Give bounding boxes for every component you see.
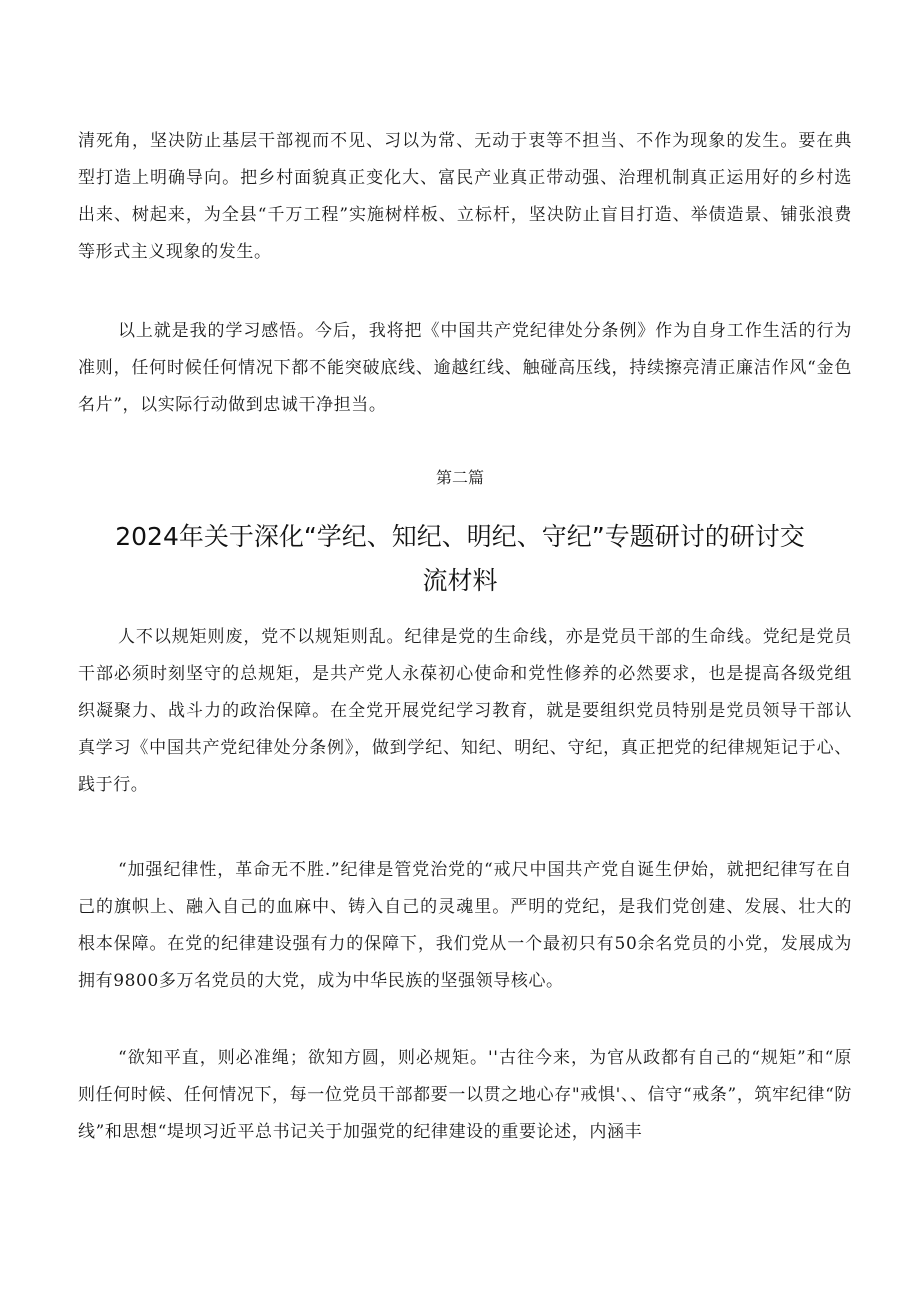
section-label: 第二篇: [435, 468, 484, 487]
document-title: 2024年关于深化“学纪、知纪、明纪、守纪”专题研讨的研讨交流材料: [115, 522, 805, 595]
body-paragraph-3: 人不以规矩则废，党不以规矩则乱。纪律是党的生命线，亦是党员干部的生命线。党纪是党员干部必须时刻坚守的总规矩，是共产党人永葆初心使命和党性修养的必然要求，也是提高各级党组织凝聚力、战斗力的政治保障。在全党开展党纪学习教育，就是要组织党员特别是党员领导干部认真学习《中国共产党纪律处分条例》，做到学纪、知纪、明纪、守纪，真正把党的纪律规矩记于心、践于行。: [78, 627, 852, 795]
body-paragraph-2: 以上就是我的学习感悟。今后，我将把《中国共产党纪律处分条例》作为自身工作生活的行为准则，任何时候任何情况下都不能突破底线、逾越红线、触碰高压线，持续擦亮清正廉洁作风“金色名片”，以实际行动做到忠诚干净担当。: [78, 321, 852, 415]
body-paragraph-5: “欲知平直，则必准绳；欲知方圆，则必规矩。''古往今来，为官从政都有自己的“规矩”和“原则任何时候、任何情况下，每一位党员干部都要一以贯之地心存"戒惧'、、信守“戒条”，筑牢纪律“防线”和思想“堤坝习近平总书记关于加强党的纪律建设的重要论述，内涵丰: [78, 1048, 852, 1142]
body-paragraph-4: “加强纪律性，革命无不胜.”纪律是管党治党的“戒尺中国共产党自诞生伊始，就把纪律写在自己的旗帜上、融入自己的血麻中、铸入自己的灵魂里。严明的党纪，是我们党创建、发展、壮大的根本保障。在党的纪律建设强有力的保障下，我们党从一个最初只有50余名党员的小党，发展成为拥有9800多万名党员的大党，成为中华民族的坚强领导核心。: [78, 860, 852, 991]
body-paragraph-1: 清死角，坚决防止基层干部视而不见、习以为常、无动于衷等不担当、不作为现象的发生。要在典型打造上明确导向。把乡村面貌真正变化大、富民产业真正带动强、治理机制真正运用好的乡村选出来、树起来，为全县“千万工程”实施树样板、立标杆，坚决防止盲目打造、举债造景、铺张浪费等形式主义现象的发生。: [78, 131, 852, 262]
